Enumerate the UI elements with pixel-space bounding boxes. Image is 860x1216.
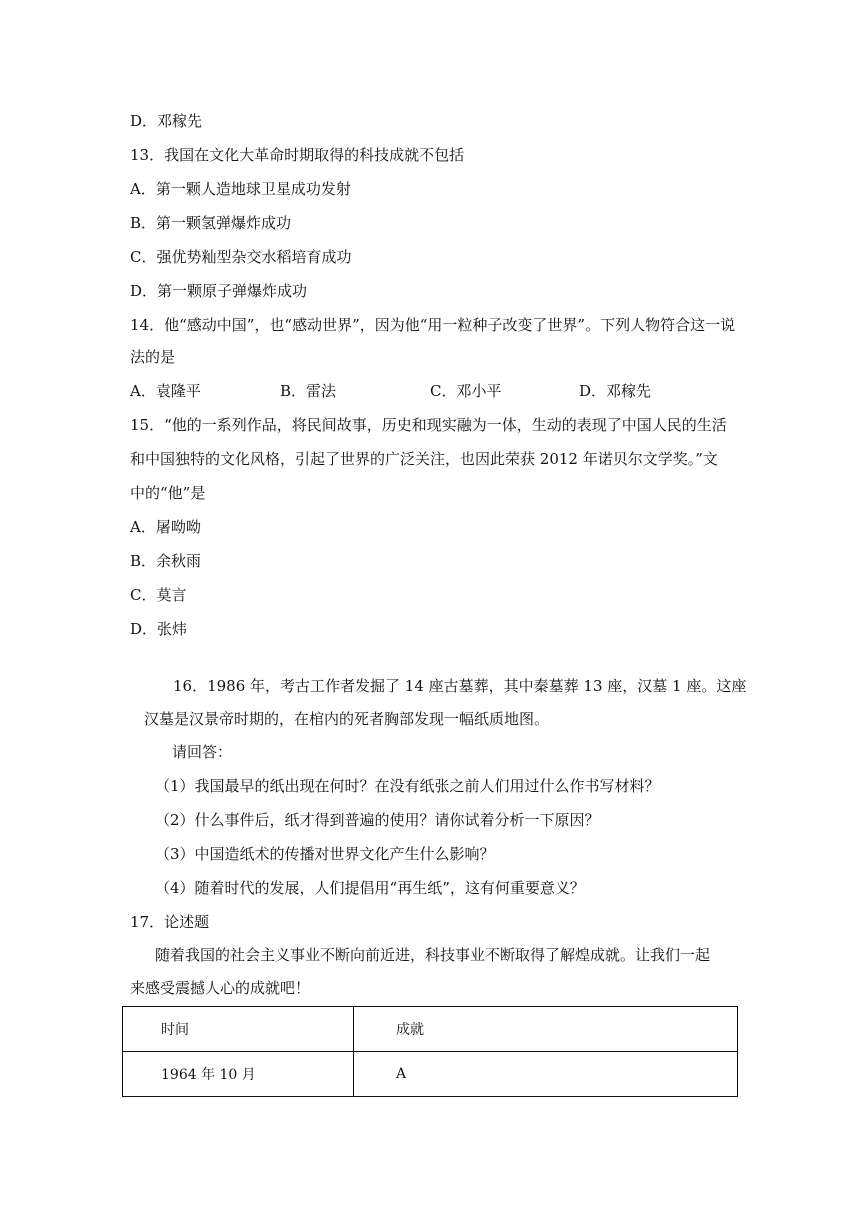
q17-paragraph-line1: 随着我国的社会主义事业不断向前近进，科技事业不断取得了解煌成就。让我们一起 <box>155 946 711 964</box>
q14-option-a: A．袁隆平 <box>130 382 201 400</box>
q16-sub-4: （4）随着时代的发展，人们提倡用“再生纸”，这有何重要意义？ <box>155 879 585 897</box>
q14-options <box>130 381 730 401</box>
q13-option-c: C．强优势籼型杂交水稻培育成功 <box>130 248 352 266</box>
q13-option-b: B．第一颗氢弹爆炸成功 <box>130 214 292 232</box>
q15-option-b: B．余秋雨 <box>130 552 202 570</box>
q14-stem-line2: 法的是 <box>130 348 176 366</box>
q15-option-a: A．屠呦呦 <box>130 518 201 536</box>
q15-option-d: D．张炜 <box>130 620 188 638</box>
q15-option-c: C．莫言 <box>130 586 187 604</box>
q16-paragraph-line2: 汉墓是汉景帝时期的，在棺内的死者胸部发现一幅纸质地图。 <box>144 710 550 728</box>
table-header-time: 时间 <box>123 1007 354 1052</box>
q16-sub-1: （1）我国最早的纸出现在何时？在没有纸张之前人们用过什么作书写材料？ <box>155 777 660 795</box>
q16-sub-3: （3）中国造纸术的传播对世界文化产生什么影响？ <box>155 845 495 863</box>
q15-stem-line3: 中的“他”是 <box>130 484 206 502</box>
table-header-achievement: 成就 <box>354 1007 738 1052</box>
achievements-table <box>122 1006 738 1097</box>
table-header-row <box>123 1007 738 1052</box>
q14-option-c: C．邓小平 <box>430 382 502 400</box>
q13-option-a: A．第一颗人造地球卫星成功发射 <box>130 180 351 198</box>
q16-sub-2: （2）什么事件后，纸才得到普遍的使用？请你试着分析一下原因？ <box>155 811 600 829</box>
q17-stem: 17．论述题 <box>130 913 210 931</box>
table-cell-time: 1964 年 10 月 <box>123 1052 354 1097</box>
q13-stem: 13．我国在文化大革命时期取得的科技成就不包括 <box>130 146 465 164</box>
q12-option-d: D．邓稼先 <box>130 112 203 130</box>
q14-option-d: D．邓稼先 <box>579 382 652 400</box>
q13-option-d: D．第一颗原子弹爆炸成功 <box>130 282 308 300</box>
table-cell-achievement: A <box>354 1052 738 1097</box>
q17-paragraph-line2: 来感受震撼人心的成就吧！ <box>130 979 311 997</box>
q16-prompt: 请回答： <box>172 743 233 761</box>
q15-stem-line1: 15．“他的一系列作品，将民间故事，历史和现实融为一体，生动的表现了中国人民的生活 <box>130 416 727 434</box>
table-row <box>123 1052 738 1097</box>
q16-paragraph-line1: 16．1986 年，考古工作者发掘了 14 座古墓葬，其中秦墓葬 13 座，汉墓 1 座。这座 <box>173 677 747 695</box>
q15-stem-line2: 和中国独特的文化风格，引起了世界的广泛关注，也因此荣获 2012 年诺贝尔文学奖。”文 <box>130 450 718 468</box>
q14-option-b: B．雷法 <box>280 382 337 400</box>
q14-stem-line1: 14．他“感动中国”，也“感动世界”，因为他“用一粒种子改变了世界”。下列人物符合这一说 <box>130 316 736 334</box>
